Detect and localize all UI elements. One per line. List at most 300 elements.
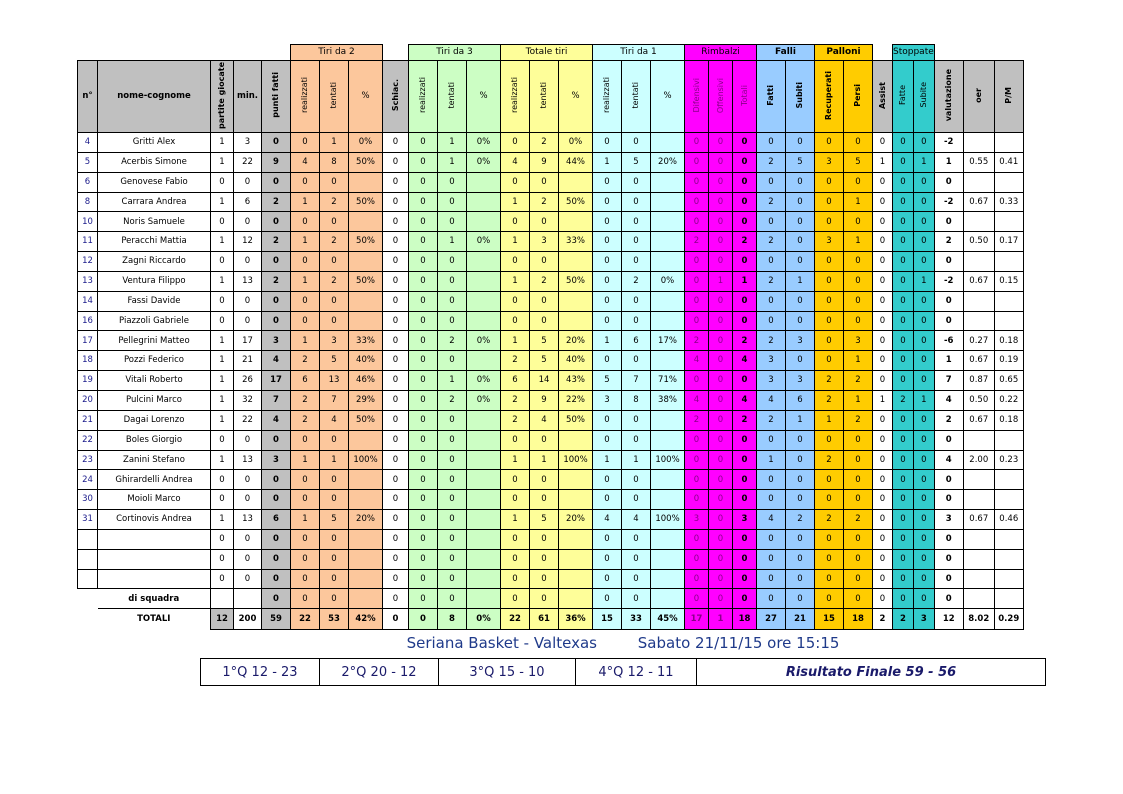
cell-recuperati: 2 (815, 371, 844, 391)
col-header-stoppate-fatte: Fatte (893, 61, 914, 133)
cell-oer (963, 252, 994, 272)
col-header-pm: P/M (994, 61, 1023, 133)
group-tiri-da-1: Tiri da 1 (593, 45, 685, 61)
cell-t2-tentati: 0 (320, 549, 349, 569)
cell-schiac: 0 (383, 410, 409, 430)
cell-schiac: 0 (383, 450, 409, 470)
cell-t2-pct: 46% (349, 371, 383, 391)
cell-falli-fatti: 0 (757, 569, 786, 589)
cell-oer: 0.67 (963, 351, 994, 371)
quarter-scores (200, 658, 1046, 686)
cell-t1-tentati: 0 (622, 529, 651, 549)
cell-punti: 7 (262, 390, 291, 410)
group-header-row (78, 45, 1024, 61)
cell-rimbalzi-offensivi: 0 (709, 450, 733, 470)
cell-tot-realizzati: 0 (501, 172, 530, 192)
cell-rimbalzi-totali: 0 (733, 311, 757, 331)
cell-t3-tentati: 0 (438, 291, 467, 311)
col-header-offensivi: Offensivi (709, 61, 733, 133)
cell-persi: 0 (844, 470, 873, 490)
cell-name: Boles Giorgio (98, 430, 211, 450)
table-row (78, 311, 1024, 331)
cell-stoppate-subite: 0 (913, 351, 934, 371)
cell-rimbalzi-totali: 2 (733, 232, 757, 252)
cell-t2-realizzati: 0 (291, 133, 320, 153)
cell-t2-realizzati: 0 (291, 430, 320, 450)
cell-stoppate-fatte: 0 (893, 212, 914, 232)
cell-partite: 0 (211, 529, 234, 549)
cell-stoppate-fatte: 0 (893, 569, 914, 589)
cell-number: 19 (78, 371, 98, 391)
cell-tot-realizzati: 1 (501, 450, 530, 470)
cell-schiac: 0 (383, 529, 409, 549)
cell-t2-tentati: 53 (320, 609, 349, 630)
cell-name: Genovese Fabio (98, 172, 211, 192)
cell-t2-tentati: 0 (320, 470, 349, 490)
cell-name: Zanini Stefano (98, 450, 211, 470)
cell-stoppate-fatte: 0 (893, 529, 914, 549)
cell-persi: 0 (844, 212, 873, 232)
cell-pm: 0.41 (994, 152, 1023, 172)
cell-rimbalzi-offensivi: 0 (709, 192, 733, 212)
cell-min: 0 (234, 569, 262, 589)
cell-t2-tentati: 1 (320, 450, 349, 470)
cell-stoppate-subite: 0 (913, 172, 934, 192)
cell-oer (963, 311, 994, 331)
cell-rimbalzi-offensivi: 0 (709, 291, 733, 311)
cell-falli-subiti: 3 (786, 371, 815, 391)
col-header-name: nome-cognome (98, 61, 211, 133)
cell-persi: 0 (844, 291, 873, 311)
cell-t3-tentati: 0 (438, 172, 467, 192)
cell-falli-subiti: 21 (786, 609, 815, 630)
cell-t1-pct (651, 569, 685, 589)
cell-falli-subiti: 0 (786, 252, 815, 272)
cell-number (78, 529, 98, 549)
cell-min: 0 (234, 549, 262, 569)
cell-rimbalzi-difensivi: 0 (685, 152, 709, 172)
cell-name: Vitali Roberto (98, 371, 211, 391)
cell-t2-tentati: 13 (320, 371, 349, 391)
cell-falli-subiti: 0 (786, 351, 815, 371)
cell-falli-fatti: 1 (757, 450, 786, 470)
cell-t3-pct (467, 351, 501, 371)
cell-t2-tentati: 0 (320, 311, 349, 331)
cell-tot-tentati: 0 (530, 470, 559, 490)
cell-t1-realizzati: 0 (593, 490, 622, 510)
cell-t2-tentati: 0 (320, 252, 349, 272)
cell-min: 0 (234, 490, 262, 510)
cell-stoppate-subite: 0 (913, 589, 934, 609)
cell-persi: 0 (844, 529, 873, 549)
cell-valutazione: 0 (934, 172, 963, 192)
cell-falli-subiti: 1 (786, 271, 815, 291)
cell-punti: 0 (262, 212, 291, 232)
cell-t3-tentati: 2 (438, 331, 467, 351)
cell-stoppate-subite: 0 (913, 212, 934, 232)
cell-name: Zagni Riccardo (98, 252, 211, 272)
cell-persi: 0 (844, 133, 873, 153)
cell-oer: 0.55 (963, 152, 994, 172)
cell-schiac: 0 (383, 252, 409, 272)
cell-t2-realizzati: 1 (291, 510, 320, 530)
cell-stoppate-fatte: 0 (893, 470, 914, 490)
cell-punti: 0 (262, 172, 291, 192)
col-header-tot-pct: % (559, 61, 593, 133)
cell-t3-tentati: 0 (438, 510, 467, 530)
cell-tot-tentati: 0 (530, 549, 559, 569)
cell-valutazione: 7 (934, 371, 963, 391)
cell-schiac: 0 (383, 351, 409, 371)
cell-rimbalzi-totali: 0 (733, 252, 757, 272)
cell-min: 0 (234, 311, 262, 331)
cell-t2-realizzati: 0 (291, 172, 320, 192)
cell-rimbalzi-totali: 0 (733, 549, 757, 569)
cell-recuperati: 3 (815, 232, 844, 252)
cell-t2-realizzati: 1 (291, 232, 320, 252)
cell-t3-tentati: 0 (438, 410, 467, 430)
cell-rimbalzi-totali: 0 (733, 371, 757, 391)
cell-schiac: 0 (383, 212, 409, 232)
cell-persi: 5 (844, 152, 873, 172)
cell-valutazione: -6 (934, 331, 963, 351)
cell-t2-realizzati: 0 (291, 490, 320, 510)
cell-falli-fatti: 0 (757, 172, 786, 192)
cell-falli-subiti: 5 (786, 152, 815, 172)
cell-name: TOTALI (98, 609, 211, 630)
cell-t1-tentati: 0 (622, 172, 651, 192)
cell-oer (963, 172, 994, 192)
cell-assist: 0 (873, 133, 893, 153)
cell-t1-pct (651, 351, 685, 371)
col-header-partite: partite giocate (211, 61, 234, 133)
cell-rimbalzi-difensivi: 0 (685, 212, 709, 232)
cell-recuperati: 0 (815, 569, 844, 589)
cell-t1-tentati: 0 (622, 351, 651, 371)
cell-schiac: 0 (383, 430, 409, 450)
cell-punti: 0 (262, 549, 291, 569)
squadra-row (78, 589, 1024, 609)
cell-tot-pct (559, 212, 593, 232)
cell-tot-realizzati: 2 (501, 390, 530, 410)
cell-name: Pellegrini Matteo (98, 331, 211, 351)
cell-persi: 0 (844, 490, 873, 510)
cell-name: Ghirardelli Andrea (98, 470, 211, 490)
cell-rimbalzi-totali: 0 (733, 450, 757, 470)
cell-tot-tentati: 0 (530, 291, 559, 311)
cell-falli-fatti: 0 (757, 311, 786, 331)
cell-assist: 0 (873, 331, 893, 351)
cell-tot-realizzati: 2 (501, 410, 530, 430)
cell-tot-tentati: 61 (530, 609, 559, 630)
cell-t3-realizzati: 0 (409, 232, 438, 252)
cell-falli-fatti: 2 (757, 410, 786, 430)
cell-rimbalzi-offensivi: 0 (709, 529, 733, 549)
cell-assist: 0 (873, 371, 893, 391)
cell-t3-tentati: 0 (438, 549, 467, 569)
cell-partite: 0 (211, 212, 234, 232)
column-header-row (78, 61, 1024, 133)
cell-min: 200 (234, 609, 262, 630)
cell-t3-tentati: 0 (438, 311, 467, 331)
cell-rimbalzi-totali: 2 (733, 410, 757, 430)
cell-tot-pct (559, 470, 593, 490)
cell-pm: 0.17 (994, 232, 1023, 252)
cell-persi: 0 (844, 549, 873, 569)
cell-t3-pct (467, 470, 501, 490)
cell-t3-tentati: 0 (438, 252, 467, 272)
cell-stoppate-subite: 0 (913, 291, 934, 311)
col-header-t3-realizzati: realizzati (409, 61, 438, 133)
cell-pm (994, 311, 1023, 331)
cell-t1-realizzati: 0 (593, 470, 622, 490)
cell-schiac: 0 (383, 133, 409, 153)
cell-t2-pct: 50% (349, 232, 383, 252)
col-header-t1-tentati: tentati (622, 61, 651, 133)
col-header-persi: Persi (844, 61, 873, 133)
cell-t2-tentati: 2 (320, 271, 349, 291)
cell-rimbalzi-offensivi: 0 (709, 311, 733, 331)
cell-punti: 2 (262, 232, 291, 252)
cell-oer (963, 430, 994, 450)
cell-rimbalzi-difensivi: 4 (685, 390, 709, 410)
cell-valutazione: -2 (934, 271, 963, 291)
cell-t3-pct (467, 311, 501, 331)
cell-t3-tentati: 0 (438, 490, 467, 510)
cell-recuperati: 0 (815, 172, 844, 192)
cell-oer (963, 291, 994, 311)
cell-tot-realizzati: 0 (501, 430, 530, 450)
cell-t2-pct (349, 311, 383, 331)
cell-t3-pct: 0% (467, 152, 501, 172)
cell-assist: 0 (873, 589, 893, 609)
cell-t1-tentati: 0 (622, 311, 651, 331)
table-row (78, 510, 1024, 530)
cell-min: 0 (234, 252, 262, 272)
cell-punti: 0 (262, 430, 291, 450)
cell-oer (963, 589, 994, 609)
cell-number (78, 569, 98, 589)
cell-t1-pct (651, 133, 685, 153)
cell-falli-subiti: 0 (786, 212, 815, 232)
cell-falli-fatti: 0 (757, 490, 786, 510)
cell-tot-realizzati: 0 (501, 569, 530, 589)
cell-tot-tentati: 0 (530, 529, 559, 549)
cell-valutazione: 0 (934, 470, 963, 490)
cell-t1-realizzati: 0 (593, 311, 622, 331)
cell-t2-pct: 50% (349, 152, 383, 172)
quarter-2-score: 2°Q 20 - 12 (320, 659, 439, 685)
stats-sheet (77, 44, 1024, 630)
cell-tot-pct (559, 529, 593, 549)
cell-t1-pct (651, 252, 685, 272)
table-row (78, 529, 1024, 549)
col-header-totali: Totali (733, 61, 757, 133)
cell-partite: 0 (211, 291, 234, 311)
cell-t2-tentati: 0 (320, 212, 349, 232)
cell-tot-realizzati: 0 (501, 291, 530, 311)
cell-stoppate-subite: 1 (913, 390, 934, 410)
cell-recuperati: 2 (815, 450, 844, 470)
cell-t1-tentati: 0 (622, 410, 651, 430)
cell-name: di squadra (98, 589, 211, 609)
cell-tot-realizzati: 0 (501, 589, 530, 609)
cell-t2-realizzati: 2 (291, 410, 320, 430)
cell-valutazione: 0 (934, 212, 963, 232)
cell-valutazione: 0 (934, 291, 963, 311)
cell-rimbalzi-offensivi: 0 (709, 212, 733, 232)
cell-partite: 1 (211, 271, 234, 291)
cell-rimbalzi-totali: 0 (733, 152, 757, 172)
cell-rimbalzi-difensivi: 0 (685, 192, 709, 212)
cell-t3-tentati: 0 (438, 430, 467, 450)
cell-t2-pct: 50% (349, 192, 383, 212)
cell-valutazione: 0 (934, 490, 963, 510)
cell-rimbalzi-totali: 0 (733, 470, 757, 490)
cell-tot-realizzati: 1 (501, 510, 530, 530)
cell-tot-realizzati: 1 (501, 271, 530, 291)
cell-falli-fatti: 0 (757, 212, 786, 232)
cell-t1-pct (651, 172, 685, 192)
cell-punti: 9 (262, 152, 291, 172)
cell-rimbalzi-difensivi: 0 (685, 252, 709, 272)
cell-t2-pct (349, 212, 383, 232)
cell-t1-tentati: 4 (622, 510, 651, 530)
cell-t1-tentati: 0 (622, 252, 651, 272)
cell-stoppate-subite: 0 (913, 410, 934, 430)
cell-stoppate-subite: 0 (913, 549, 934, 569)
cell-t3-pct: 0% (467, 232, 501, 252)
cell-pm (994, 430, 1023, 450)
cell-t2-realizzati: 22 (291, 609, 320, 630)
cell-assist: 0 (873, 291, 893, 311)
cell-assist: 0 (873, 192, 893, 212)
cell-recuperati: 0 (815, 311, 844, 331)
cell-pm (994, 291, 1023, 311)
cell-number: 18 (78, 351, 98, 371)
cell-t1-tentati: 0 (622, 470, 651, 490)
cell-t2-realizzati: 1 (291, 271, 320, 291)
cell-t1-tentati: 0 (622, 430, 651, 450)
cell-t3-pct (467, 271, 501, 291)
quarter-4-score: 4°Q 12 - 11 (576, 659, 697, 685)
cell-oer: 0.50 (963, 232, 994, 252)
cell-rimbalzi-difensivi: 0 (685, 589, 709, 609)
table-row (78, 470, 1024, 490)
cell-recuperati: 0 (815, 529, 844, 549)
cell-pm: 0.33 (994, 192, 1023, 212)
cell-falli-fatti: 2 (757, 192, 786, 212)
cell-name: Acerbis Simone (98, 152, 211, 172)
cell-falli-subiti: 0 (786, 549, 815, 569)
cell-t2-pct: 50% (349, 271, 383, 291)
cell-t3-realizzati: 0 (409, 331, 438, 351)
cell-valutazione: 1 (934, 152, 963, 172)
cell-tot-realizzati: 0 (501, 549, 530, 569)
cell-tot-pct (559, 490, 593, 510)
cell-rimbalzi-difensivi: 0 (685, 291, 709, 311)
cell-recuperati: 0 (815, 470, 844, 490)
cell-pm (994, 569, 1023, 589)
cell-schiac: 0 (383, 569, 409, 589)
cell-rimbalzi-offensivi: 0 (709, 589, 733, 609)
col-header-assist: Assist (873, 61, 893, 133)
cell-rimbalzi-difensivi: 0 (685, 549, 709, 569)
cell-assist: 0 (873, 232, 893, 252)
cell-t1-realizzati: 0 (593, 351, 622, 371)
cell-schiac: 0 (383, 331, 409, 351)
cell-tot-pct: 0% (559, 133, 593, 153)
cell-t1-tentati: 33 (622, 609, 651, 630)
cell-recuperati: 0 (815, 490, 844, 510)
cell-valutazione: 1 (934, 351, 963, 371)
cell-t2-realizzati: 0 (291, 529, 320, 549)
cell-t1-realizzati: 0 (593, 410, 622, 430)
cell-schiac: 0 (383, 232, 409, 252)
cell-partite: 12 (211, 609, 234, 630)
quarter-3-score: 3°Q 15 - 10 (439, 659, 576, 685)
cell-number: 6 (78, 172, 98, 192)
cell-valutazione: -2 (934, 133, 963, 153)
cell-t3-realizzati: 0 (409, 410, 438, 430)
cell-persi: 0 (844, 569, 873, 589)
table-row (78, 291, 1024, 311)
cell-rimbalzi-totali: 4 (733, 390, 757, 410)
cell-pm: 0.18 (994, 410, 1023, 430)
cell-oer (963, 529, 994, 549)
cell-rimbalzi-difensivi: 2 (685, 410, 709, 430)
cell-falli-subiti: 0 (786, 192, 815, 212)
cell-tot-realizzati: 22 (501, 609, 530, 630)
cell-falli-fatti: 0 (757, 470, 786, 490)
cell-t2-tentati: 0 (320, 291, 349, 311)
cell-tot-pct: 20% (559, 510, 593, 530)
cell-pm (994, 470, 1023, 490)
cell-name: Gritti Alex (98, 133, 211, 153)
cell-rimbalzi-totali: 4 (733, 351, 757, 371)
cell-rimbalzi-offensivi: 1 (709, 609, 733, 630)
cell-tot-pct: 100% (559, 450, 593, 470)
cell-min: 0 (234, 430, 262, 450)
cell-t2-tentati: 0 (320, 490, 349, 510)
cell-rimbalzi-offensivi: 0 (709, 232, 733, 252)
cell-t1-realizzati: 0 (593, 212, 622, 232)
group-rimbalzi: Rimbalzi (685, 45, 757, 61)
cell-t3-realizzati: 0 (409, 529, 438, 549)
cell-t3-realizzati: 0 (409, 152, 438, 172)
cell-number: 4 (78, 133, 98, 153)
cell-t2-realizzati: 0 (291, 569, 320, 589)
table-row (78, 252, 1024, 272)
cell-t1-realizzati: 3 (593, 390, 622, 410)
cell-t1-pct (651, 490, 685, 510)
cell-t1-realizzati: 0 (593, 133, 622, 153)
cell-t1-pct: 100% (651, 450, 685, 470)
cell-rimbalzi-difensivi: 0 (685, 450, 709, 470)
cell-oer: 0.67 (963, 410, 994, 430)
cell-rimbalzi-offensivi: 0 (709, 569, 733, 589)
cell-assist: 0 (873, 271, 893, 291)
cell-t1-tentati: 0 (622, 569, 651, 589)
cell-min: 0 (234, 529, 262, 549)
cell-t2-pct: 40% (349, 351, 383, 371)
cell-number: 23 (78, 450, 98, 470)
cell-t2-tentati: 5 (320, 351, 349, 371)
cell-valutazione: 2 (934, 232, 963, 252)
cell-stoppate-fatte: 0 (893, 252, 914, 272)
cell-t1-realizzati: 0 (593, 549, 622, 569)
cell-t1-tentati: 0 (622, 549, 651, 569)
